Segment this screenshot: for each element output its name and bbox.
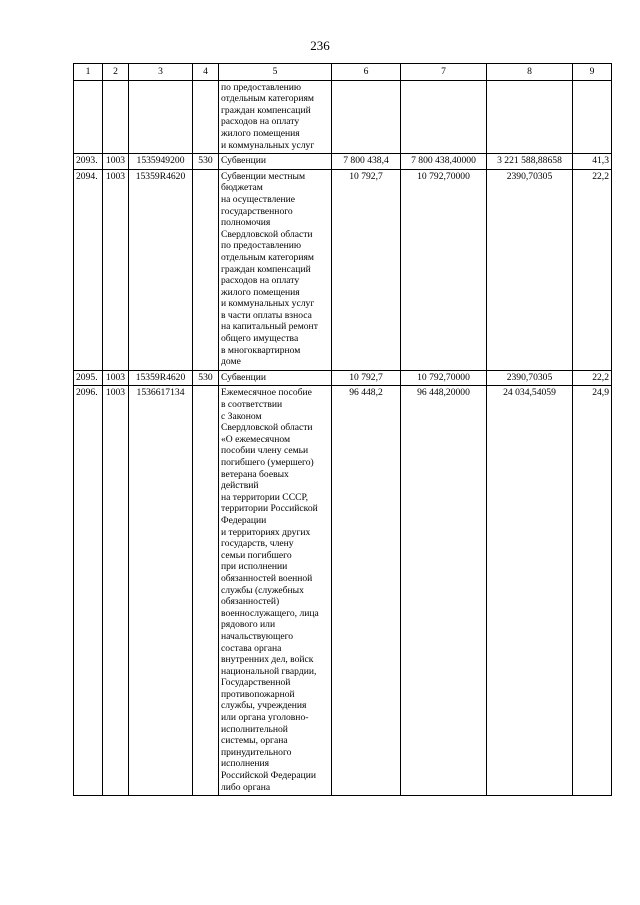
column-header: 6 xyxy=(332,64,401,81)
table-header-row xyxy=(74,64,612,81)
row-number: 2096. xyxy=(74,386,103,796)
target-article-code: 15359R4620 xyxy=(129,169,193,370)
section-code: 1003 xyxy=(103,370,129,386)
section-code: 1003 xyxy=(103,154,129,170)
item-name: Субвенции xyxy=(219,154,332,170)
item-name: Ежемесячное пособие в соответствии с Законом Свердловской области «О ежемесячном пособии члену семьи погибшего (умершего) ветерана боевых действий на территории СССР, территории Российской Федерации и территориях других государств, члену семьи погибшего при исполнении обязанностей военной службы (служебных обязанностей) военнослужащего, лица рядового или начальствующего состава органа внутренних дел, войск национальной гвардии, Государственной противопожарной службы, учреждения или органа уголовно- исполнительной системы, органа принудительного исполнения Российской Федерации либо органа xyxy=(219,386,332,796)
target-article-code: 1535949200 xyxy=(129,154,193,170)
expense-type-code xyxy=(193,386,219,796)
column-header: 3 xyxy=(129,64,193,81)
section-code: 1003 xyxy=(103,169,129,370)
target-article-code: 1536617134 xyxy=(129,386,193,796)
column-header: 2 xyxy=(103,64,129,81)
amount-column-7: 10 792,70000 xyxy=(401,169,487,370)
percent-column-9: 41,3 xyxy=(573,154,612,170)
column-header: 5 xyxy=(219,64,332,81)
section-code: 1003 xyxy=(103,386,129,796)
column-header: 9 xyxy=(573,64,612,81)
column-header: 4 xyxy=(193,64,219,81)
row-number xyxy=(74,80,103,154)
percent-column-9 xyxy=(573,80,612,154)
table-row xyxy=(74,169,612,370)
percent-column-9: 22,2 xyxy=(573,169,612,370)
amount-column-7 xyxy=(401,80,487,154)
amount-column-7: 10 792,70000 xyxy=(401,370,487,386)
item-name: Субвенции xyxy=(219,370,332,386)
column-header: 7 xyxy=(401,64,487,81)
amount-column-6: 96 448,2 xyxy=(332,386,401,796)
table-row xyxy=(74,80,612,154)
percent-column-9: 24,9 xyxy=(573,386,612,796)
amount-column-8: 24 034,54059 xyxy=(487,386,573,796)
expense-type-code xyxy=(193,169,219,370)
row-number: 2093. xyxy=(74,154,103,170)
percent-column-9: 22,2 xyxy=(573,370,612,386)
row-number: 2094. xyxy=(74,169,103,370)
row-number: 2095. xyxy=(74,370,103,386)
amount-column-7: 96 448,20000 xyxy=(401,386,487,796)
table-row xyxy=(74,386,612,796)
column-header: 1 xyxy=(74,64,103,81)
expense-type-code: 530 xyxy=(193,154,219,170)
table-row xyxy=(74,154,612,170)
amount-column-8 xyxy=(487,80,573,154)
target-article-code xyxy=(129,80,193,154)
amount-column-8: 2390,70305 xyxy=(487,169,573,370)
amount-column-7: 7 800 438,40000 xyxy=(401,154,487,170)
page-number: 236 xyxy=(310,38,330,53)
table-row xyxy=(74,370,612,386)
target-article-code: 15359R4620 xyxy=(129,370,193,386)
expense-type-code xyxy=(193,80,219,154)
amount-column-8: 3 221 588,88658 xyxy=(487,154,573,170)
item-name: по предоставлению отдельным категориям граждан компенсаций расходов на оплату жилого помещения и коммунальных услуг xyxy=(219,80,332,154)
amount-column-6: 10 792,7 xyxy=(332,169,401,370)
expense-type-code: 530 xyxy=(193,370,219,386)
amount-column-6 xyxy=(332,80,401,154)
amount-column-6: 10 792,7 xyxy=(332,370,401,386)
budget-table xyxy=(73,63,612,796)
amount-column-6: 7 800 438,4 xyxy=(332,154,401,170)
section-code xyxy=(103,80,129,154)
column-header: 8 xyxy=(487,64,573,81)
item-name: Субвенции местным бюджетам на осуществление государственного полномочия Свердловской области по предоставлению отдельным категориям граждан компенсаций расходов на оплату жилого помещения и коммунальных услуг в части оплаты взноса на капитальный ремонт общего имущества в многоквартирном доме xyxy=(219,169,332,370)
amount-column-8: 2390,70305 xyxy=(487,370,573,386)
